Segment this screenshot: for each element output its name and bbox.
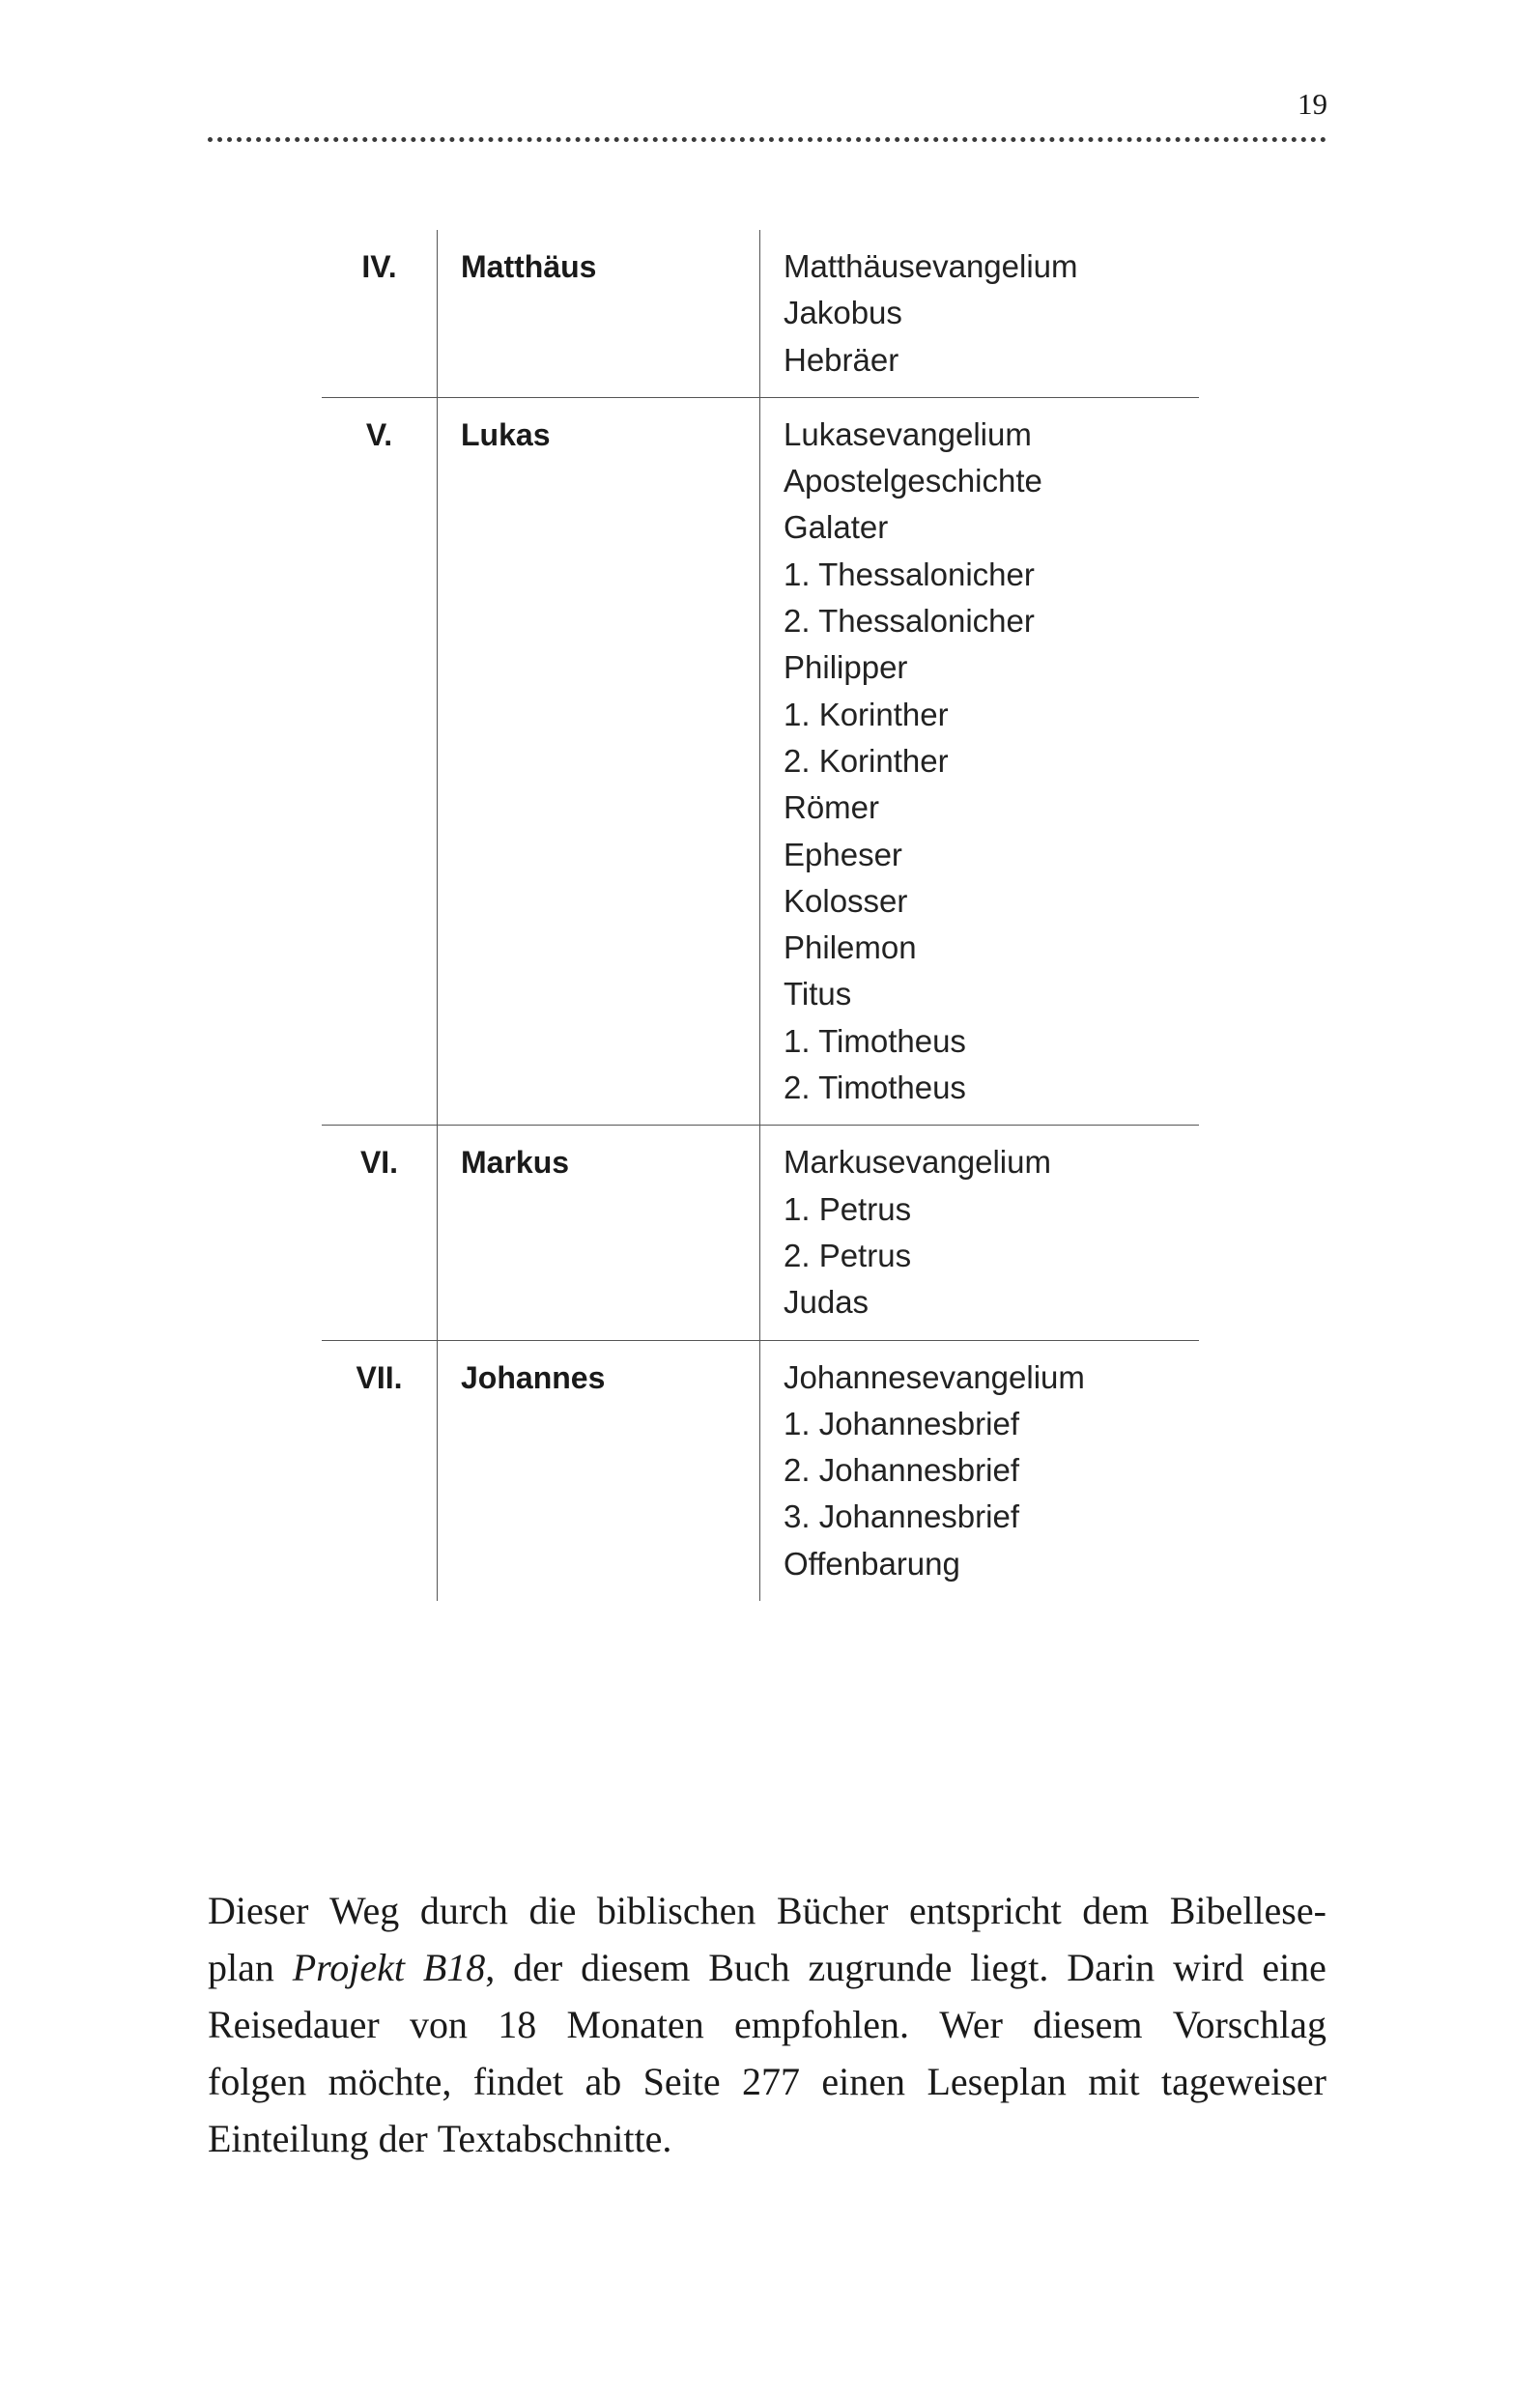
paragraph-line [208, 1882, 1326, 1939]
paragraph-text: entspricht [908, 1889, 1062, 1932]
book-list-item: 1. Petrus [784, 1190, 912, 1227]
paragraph-text: mit [1088, 2060, 1140, 2103]
paragraph-word [420, 1882, 508, 1939]
paragraph-word [777, 1882, 889, 1939]
paragraph-word [208, 2110, 369, 2167]
paragraph-text: Textabschnitte. [437, 2117, 672, 2160]
paragraph-text: empfohlen. [733, 2003, 910, 2046]
paragraph-line [208, 2053, 1326, 2110]
paragraph-text: durch [419, 1889, 508, 1932]
paragraph-text: Reisedauer [208, 2003, 380, 2046]
paragraph-text: Bibellese- [1169, 1889, 1326, 1932]
paragraph-text: von [409, 2003, 468, 2046]
paragraph-word [597, 1882, 756, 1939]
book-list-item: Matthäusevangelium [784, 248, 1078, 284]
paragraph-word [1088, 2053, 1139, 2110]
paragraph-word [581, 1939, 690, 1996]
paragraph-word [473, 2053, 563, 2110]
paragraph-line [208, 2110, 1326, 2167]
paragraph-text: Vorschlag [1172, 2003, 1326, 2046]
paragraph-word [379, 2110, 428, 2167]
book-list-item: 1. Korinther [784, 696, 949, 732]
paragraph-word [293, 1939, 405, 1996]
paragraph-text: Leseplan [927, 2060, 1067, 2103]
paragraph-text: findet [472, 2060, 564, 2103]
paragraph-text: Weg [328, 1889, 400, 1932]
paragraph-text: der [378, 2117, 428, 2160]
paragraph-word [809, 1939, 953, 1996]
paragraph-word [708, 1939, 789, 1996]
book-list-item: 1. Timotheus [784, 1022, 966, 1059]
paragraph-text: Wer [939, 2003, 1003, 2046]
paragraph-word [970, 1939, 1048, 1996]
book-list-item: 1. Johannesbrief [784, 1405, 1020, 1441]
paragraph-line [208, 1939, 1326, 1996]
group-numeral: V. [322, 398, 438, 1125]
paragraph-word [1170, 1882, 1326, 1939]
paragraph-text: einen [821, 2060, 906, 2103]
book-list-item: 3. Johannesbrief [784, 1498, 1020, 1535]
paragraph-italic-text: Projekt [292, 1946, 405, 1989]
group-numeral: VII. [322, 1341, 438, 1601]
paragraph-word [438, 2110, 672, 2167]
paragraph-word [567, 1996, 704, 2053]
paragraph-word [328, 2053, 452, 2110]
group-numeral: IV. [322, 230, 438, 397]
paragraph-text: möchte, [328, 2060, 452, 2103]
book-list-item: 1. Thessalonicher [784, 556, 1035, 592]
paragraph-text: 277 [742, 2060, 801, 2103]
book-list-item: Judas [784, 1284, 870, 1321]
table-row [322, 397, 1199, 1125]
header-dotted-rule [208, 137, 1326, 142]
paragraph-text: zugrunde [808, 1946, 953, 1989]
paragraph-text: Einteilung [208, 2117, 369, 2160]
group-evangelist-name: Markus [438, 1126, 760, 1339]
paragraph-text: tageweiser [1160, 2060, 1326, 2103]
paragraph-word [423, 1939, 495, 1996]
paragraph-word [410, 1996, 468, 2053]
book-list-item: Markusevangelium [784, 1144, 1051, 1181]
paragraph-word [1262, 1939, 1326, 1996]
book-list-item: Galater [784, 509, 889, 546]
paragraph-text: der [513, 1946, 563, 1989]
book-list-item: Lukasevangelium [784, 415, 1032, 452]
paragraph-text: diesem [1033, 2003, 1143, 2046]
paragraph-word [734, 1996, 909, 2053]
paragraph-text: die [528, 1889, 577, 1932]
paragraph-italic-text: B18 [422, 1946, 486, 1989]
book-list-item: Apostelgeschichte [784, 463, 1042, 499]
paragraph-word [742, 2053, 800, 2110]
paragraph-text: plan [208, 1946, 274, 1989]
paragraph-text: ab [585, 2060, 622, 2103]
paragraph-word [821, 2053, 905, 2110]
paragraph-word [1067, 1939, 1155, 1996]
paragraph-text: Darin [1067, 1946, 1155, 1989]
book-list-item: Titus [784, 976, 852, 1013]
paragraph-word [585, 2053, 621, 2110]
paragraph-text: folgen [208, 2060, 307, 2103]
paragraph-text: 18 [498, 2003, 537, 2046]
book-list-item: 2. Timotheus [784, 1070, 966, 1106]
paragraph-text: Buch [708, 1946, 790, 1989]
book-list-item: Johannesevangelium [784, 1358, 1085, 1395]
paragraph-text: dem [1082, 1889, 1150, 1932]
group-book-list [760, 1341, 1199, 1601]
book-list-item: Kolosser [784, 882, 908, 919]
group-evangelist-name: Johannes [438, 1341, 760, 1601]
paragraph-text: Bücher [776, 1889, 889, 1932]
paragraph-word [1082, 1882, 1149, 1939]
group-evangelist-name: Lukas [438, 398, 760, 1125]
paragraph-word [528, 1882, 576, 1939]
book-groups-table [322, 230, 1199, 1601]
paragraph-text: Seite [642, 2060, 721, 2103]
page-number: 19 [1298, 87, 1327, 121]
book-list-item: Jakobus [784, 295, 902, 331]
paragraph-word [329, 1882, 399, 1939]
paragraph-word [208, 1996, 380, 2053]
paragraph-word [1173, 1939, 1243, 1996]
paragraph-text: diesem [581, 1946, 691, 1989]
table-row [322, 1340, 1199, 1601]
book-list-item: 2. Korinther [784, 742, 949, 779]
group-book-list [760, 230, 1199, 397]
group-evangelist-name: Matthäus [438, 230, 760, 397]
book-list-item: Philemon [784, 929, 917, 966]
body-paragraph [208, 1882, 1326, 2167]
book-list-item: Offenbarung [784, 1545, 960, 1582]
paragraph-word [208, 1939, 274, 1996]
paragraph-word [1173, 1996, 1326, 2053]
table-row [322, 230, 1199, 397]
book-list-item: 2. Petrus [784, 1237, 912, 1273]
paragraph-word [1161, 2053, 1326, 2110]
paragraph-word [208, 2053, 306, 2110]
group-book-list [760, 1126, 1199, 1339]
paragraph-text: , [485, 1946, 496, 1989]
group-book-list [760, 398, 1199, 1125]
paragraph-text: biblischen [596, 1889, 756, 1932]
table-row [322, 1125, 1199, 1339]
paragraph-word [1033, 1996, 1142, 2053]
book-list-item: 2. Thessalonicher [784, 603, 1035, 640]
paragraph-text: eine [1262, 1946, 1326, 1989]
paragraph-text: Dieser [208, 1889, 309, 1932]
paragraph-word [909, 1882, 1062, 1939]
paragraph-word [498, 1996, 536, 2053]
paragraph-word [939, 1996, 1003, 2053]
group-numeral: VI. [322, 1126, 438, 1339]
paragraph-text: liegt. [970, 1946, 1049, 1989]
book-list-item: Hebräer [784, 341, 899, 378]
book-list-item: Philipper [784, 649, 908, 686]
paragraph-text: Monaten [566, 2003, 704, 2046]
paragraph-word [513, 1939, 562, 1996]
book-list-item: Römer [784, 789, 880, 826]
paragraph-line [208, 1996, 1326, 2053]
paragraph-word [208, 1882, 308, 1939]
paragraph-text: wird [1173, 1946, 1244, 1989]
paragraph-word [927, 2053, 1066, 2110]
paragraph-word [643, 2053, 721, 2110]
book-list-item: Epheser [784, 836, 902, 872]
book-list-item: 2. Johannesbrief [784, 1452, 1020, 1489]
